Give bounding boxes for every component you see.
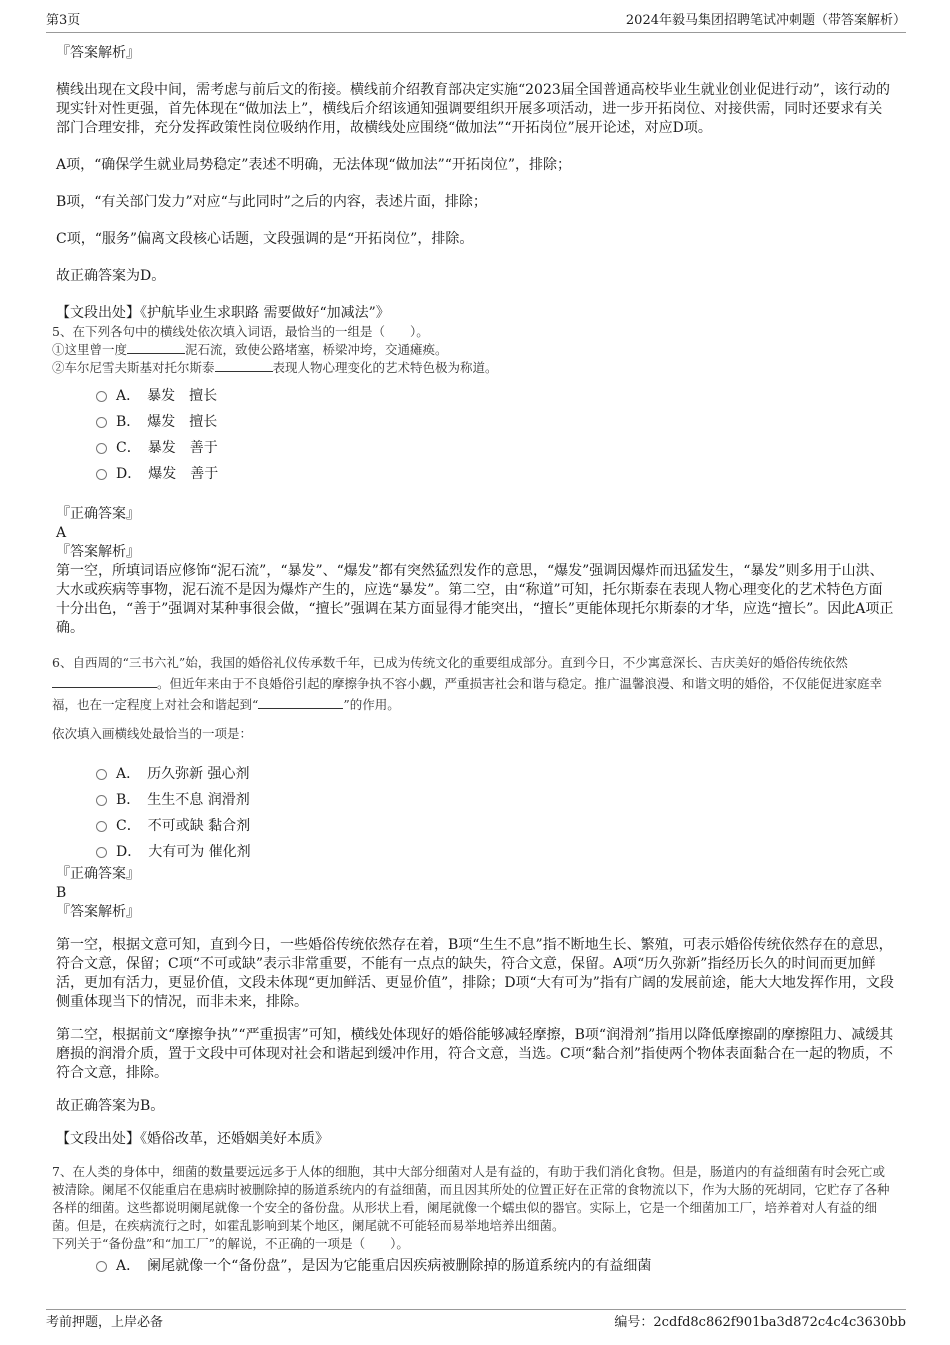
q6-option-a[interactable]: A． 历久弥新 强心剂 — [96, 761, 896, 787]
q5-stem: 5、在下列各句中的横线处依次填入词语，最恰当的一组是（ ）。 — [52, 324, 429, 339]
q4-analysis-para-4: C项，“服务”偏离文段核心话题，文段强调的是“开拓岗位”，排除。 — [56, 231, 474, 247]
q5-answer-tag: 『正确答案』 — [56, 506, 140, 522]
q6-source: 【文段出处】《婚俗改革，还婚姻美好本质》 — [56, 1131, 329, 1147]
q6-answer: B — [56, 885, 67, 901]
radio-icon[interactable] — [96, 847, 107, 858]
q6-analysis-para-1: 第一空，根据文意可知，直到今日，一些婚俗传统依然存在着，B项“生生不息”指不断地生长、繁殖，可表示婚俗传统依然存在的意思，符合文意，保留；C项“不可或缺”表示非常重要，不能有一点点的缺失，符合文意，保留。A项“历久弥新”指经历长久的时间而更加鲜活，更加有活力，更显价值，文段未体现“更加鲜活、更显价值”，排除；D项“大有可为”指有广阔的发展前途，能大大地发挥作用，文段侧重体现当下的情况，而非未来，排除。 — [56, 937, 894, 1010]
q4-analysis-para-2: A项，“确保学生就业局势稳定”表述不明确，无法体现“做加法”“开拓岗位”，排除； — [56, 157, 572, 173]
radio-icon[interactable] — [96, 821, 107, 832]
q4-analysis-para-3: B项，“有关部门发力”对应“与此同时”之后的内容，表述片面，排除； — [56, 194, 487, 210]
radio-icon[interactable] — [96, 391, 107, 402]
document-code: 编号：2cdfd8c862f901ba3d872c4c4c3630bb — [614, 1315, 906, 1330]
q5-sentence-2: ②车尔尼雪夫斯基对托尔斯泰 表现人物心理变化的艺术特色极为称道。 — [52, 360, 498, 375]
radio-icon[interactable] — [96, 417, 107, 428]
q4-analysis-para-1: 横线出现在文段中间，需考虑与前后文的衔接。横线前介绍教育部决定实施“2023届全国普通高校毕业生就业创业促进行动”，该行动的现实针对性更强，首先体现在“做加法上”，横线后介绍该通知强调要组织开展多项活动，进一步开拓岗位、对接供需，同时还要求有关部门合理安排，充分发挥政策性岗位吸纳作用，故横线处应围绕“做加法”“开拓岗位”展开论述，对应D项。 — [56, 82, 890, 136]
q7-option-a[interactable]: A． 阑尾就像一个“备份盘”，是因为它能重启因疾病被删除掉的肠道系统内的有益细菌 — [96, 1253, 896, 1279]
q7-stem: 7、在人类的身体中，细菌的数量要远远多于人体的细胞，其中大部分细菌对人是有益的，有助于我们消化食物。但是，肠道内的有益细菌有时会死亡或被清除。阑尾不仅能重启在患病时被删除掉的肠道系统内的有益细菌，而且因其所处的位置正好在正常的食物流以下，作为大肠的死胡同，它贮存了各种各样的细菌。这些都说明阑尾就像一个安全的备份盘。从形状上看，阑尾就像一个蠕虫似的器官。实际上，它是一个细菌加工厂，培养着对人有益的细菌。但是，在疾病流行之时，如霍乱影响到某个地区，阑尾就不可能轻而易举地培养出细菌。 — [52, 1164, 890, 1233]
page-content — [52, 44, 896, 1279]
q6-answer-tag: 『正确答案』 — [56, 866, 140, 882]
q5-blank-2 — [215, 359, 273, 372]
q6-option-b[interactable]: B． 生生不息 润滑剂 — [96, 787, 896, 813]
page-footer — [46, 1309, 906, 1334]
page-number: 第3页 — [46, 13, 81, 28]
q6-blank-1 — [52, 675, 157, 688]
q5-blank-1 — [127, 341, 185, 354]
q5-answer: A — [56, 525, 67, 541]
q4-analysis-tag: 『答案解析』 — [56, 45, 140, 61]
page-header — [46, 12, 906, 33]
q4-analysis-para-5: 故正确答案为D。 — [56, 268, 166, 284]
footer-slogan: 考前押题，上岸必备 — [46, 1315, 164, 1330]
radio-icon[interactable] — [96, 1261, 107, 1272]
q5-option-b[interactable]: B． 爆发 擅长 — [96, 409, 896, 435]
q5-option-c[interactable]: C． 暴发 善于 — [96, 435, 896, 461]
q5-analysis: 第一空，所填词语应修饰“泥石流”，“暴发”、“爆发”都有突然猛烈发作的意思，“爆发”强调因爆炸而迅猛发生，“暴发”则多用于山洪、大水或疾病等事物，泥石流不是因为爆炸产生的，应选“暴发”。第二空，由“称道”可知，托尔斯泰在表现人物心理变化的艺术特色方面十分出色，“善于”强调对某种事很会做，“擅长”强调在某方面显得才能突出，“擅长”更能体现托尔斯泰的才华，应选“擅长”。因此A项正确。 — [56, 563, 894, 636]
radio-icon[interactable] — [96, 795, 107, 806]
q6-analysis-para-2: 第二空，根据前文“摩擦争执”“严重损害”可知，横线处体现好的婚俗能够减轻摩擦，B项“润滑剂”指用以降低摩擦副的摩擦阻力、减缓其磨损的润滑介质，置于文段中可体现对社会和谐起到缓冲作用，符合文意，当选。C项“黏合剂”指使两个物体表面黏合在一起的物质，不符合文意，排除。 — [56, 1027, 894, 1081]
q6-stem: 6、自西周的“三书六礼”始，我国的婚俗礼仪传承数千年，已成为传统文化的重要组成部分。直到今日，不少寓意深长、吉庆美好的婚俗传统依然。但近年来由于不良婚俗引起的摩擦争执不容小觑，严重损害社会和谐与稳定。推广温馨浪漫、和谐文明的婚俗，不仅能促进家庭幸福，也在一定程度上对社会和谐起到“ ”的作用。 — [52, 655, 883, 712]
q7-prompt: 下列关于“备份盘”和“加工厂”的解说，不正确的一项是（ ）。 — [52, 1236, 409, 1251]
q5-analysis-tag: 『答案解析』 — [56, 544, 140, 560]
q5-option-a[interactable]: A． 暴发 擅长 — [96, 383, 896, 409]
q6-prompt: 依次填入画横线处最恰当的一项是： — [52, 726, 253, 741]
q6-analysis-tag: 『答案解析』 — [56, 904, 140, 920]
document-title: 2024年毅马集团招聘笔试冲刺题（带答案解析） — [625, 13, 906, 28]
radio-icon[interactable] — [96, 769, 107, 780]
q5-sentence-1: ①这里曾一度 泥石流，致使公路堵塞，桥梁冲垮，交通瘫痪。 — [52, 342, 448, 357]
q6-option-c[interactable]: C． 不可或缺 黏合剂 — [96, 813, 896, 839]
q5-option-d[interactable]: D． 爆发 善于 — [96, 461, 896, 487]
q6-blank-2 — [258, 696, 343, 709]
q6-analysis-para-3: 故正确答案为B。 — [56, 1098, 165, 1114]
radio-icon[interactable] — [96, 469, 107, 480]
q6-option-d[interactable]: D． 大有可为 催化剂 — [96, 839, 896, 865]
radio-icon[interactable] — [96, 443, 107, 454]
q4-source: 【文段出处】《护航毕业生求职路 需要做好“加减法”》 — [56, 305, 390, 321]
